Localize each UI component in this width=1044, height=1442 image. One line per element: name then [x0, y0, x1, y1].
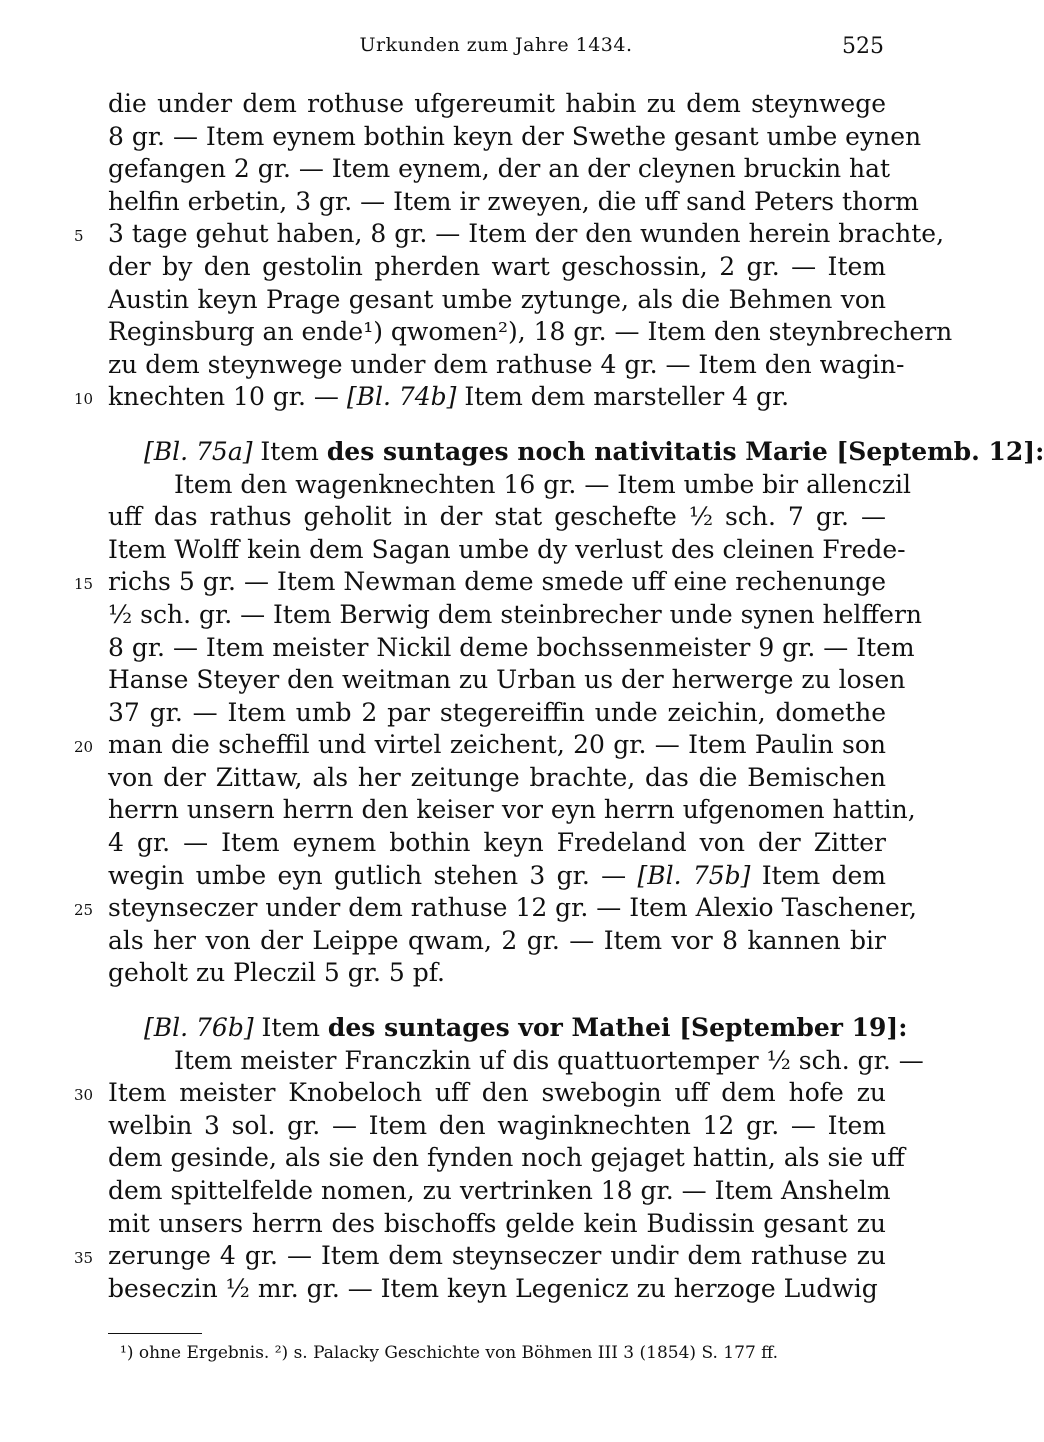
text-line: Hanse Steyer den weitman zu Urban us der herwerge zu losen [108, 665, 906, 695]
line-number: 25 [74, 901, 94, 920]
text-line: Item Wolff kein dem Sagan umbe dy verlust des cleinen Frede- [108, 534, 906, 564]
text-line: 30 Item meister Knobeloch uff den swebogin uff dem hofe zu [108, 1077, 886, 1110]
text-line: mit unsers herrn des bischoffs gelde kein Budissin gesant zu [108, 1208, 886, 1238]
folio-marker: [Bl. 75a] [144, 436, 253, 466]
document-body [74, 88, 1044, 1305]
text-line: geholt zu Pleczil 5 gr. 5 pf. [108, 958, 445, 988]
text-line: 25 steynseczer under dem rathuse 12 gr. — Item Alexio Taschener, [108, 892, 886, 925]
footnotes: ¹) ohne Ergebnis. ²) s. Palacky Geschichte von Böhmen III 3 (1854) S. 177 ff. [120, 1343, 779, 1363]
text-line: dem spittelfelde nomen, zu vertrinken 18 gr. — Item Anshelm [108, 1176, 891, 1205]
text-line: 8 gr. — Item meister Nickil deme bochssenmeister 9 gr. — Item [108, 632, 915, 662]
text-line: herrn unsern herrn den keiser vor eyn herrn ufgenomen hattin, [108, 795, 916, 825]
text-line: 4 gr. — Item eynem bothin keyn Fredeland von der Zitter [108, 828, 886, 858]
folio-marker: [Bl. 74b] [346, 382, 457, 412]
text-line: Item meister Franczkin uf dis quattuortemper ½ sch. gr. — [174, 1045, 924, 1075]
heading-item: Item [252, 436, 327, 466]
line-number: 20 [74, 738, 94, 757]
text-line: 5 3 tage gehut haben, 8 gr. — Item der den wunden herein brachte, [108, 218, 886, 251]
text-line: von der Zittaw, als her zeitunge brachte, das die Bemischen [108, 762, 886, 792]
text-line: dem gesinde, als sie den fynden noch gejaget hattin, als sie uff [108, 1143, 905, 1173]
line-number: 35 [74, 1249, 94, 1268]
section-heading [108, 1012, 908, 1045]
text-line: 20 man die scheffil und virtel zeichent, 20 gr. — Item Paulin son [108, 729, 886, 762]
text-line: beseczin ½ mr. gr. — Item keyn Legenicz zu herzoge Ludwig [108, 1273, 878, 1303]
line-number: 15 [74, 575, 94, 594]
page-header [108, 34, 884, 64]
text-line: 10 knechten 10 gr. — [Bl. 74b] Item dem marsteller 4 gr. [108, 381, 886, 414]
folio-marker: [Bl. 76b] [144, 1013, 254, 1043]
text-line: die under dem rothuse ufgereumit habin zu dem steynwege [108, 89, 886, 118]
folio-marker: [Bl. 75b] [637, 860, 751, 890]
text-line: uff das rathus geholit in der stat geschefte ½ sch. 7 gr. — [108, 502, 886, 532]
heading-title: des suntages vor Mathei [September 19]: [327, 1013, 908, 1043]
running-head: Urkunden zum Jahre 1434. [359, 34, 633, 56]
text-line: ½ sch. gr. — Item Berwig dem steinbrecher unde synen helffern [108, 599, 922, 629]
text-line: zu dem steynwege under dem rathuse 4 gr. — Item den wagin- [108, 349, 905, 379]
text-line: 35 zerunge 4 gr. — Item dem steynseczer undir dem rathuse zu [108, 1240, 886, 1273]
text-line: gefangen 2 gr. — Item eynem, der an der cleynen bruckin hat [108, 154, 891, 184]
heading-item: Item [253, 1013, 328, 1043]
line-number: 5 [74, 227, 84, 246]
line-number: 30 [74, 1086, 94, 1105]
text-line: als her von der Leippe qwam, 2 gr. — Item vor 8 kannen bir [108, 925, 886, 955]
heading-title: des suntages noch nativitatis Marie [Septemb. 12]: [326, 436, 1044, 466]
text-line: der by den gestolin pherden wart geschossin, 2 gr. — Item [108, 251, 886, 281]
text-line: Austin keyn Prage gesant umbe zytunge, als die Behmen von [108, 284, 886, 314]
text-line: wegin umbe eyn gutlich stehen 3 gr. — [Bl. 75b] Item dem [108, 860, 887, 890]
text-line: 15 richs 5 gr. — Item Newman deme smede uff eine rechenunge [108, 566, 886, 599]
text-line: Item den wagenknechten 16 gr. — Item umbe bir allenczil [174, 469, 912, 499]
text-line: 37 gr. — Item umb 2 par stegereiffin unde zeichin, domethe [108, 697, 886, 727]
line-number: 10 [74, 390, 94, 409]
paragraph-gap [108, 414, 886, 436]
section-heading [108, 436, 1044, 469]
text-line: 8 gr. — Item eynem bothin keyn der Swethe gesant umbe eynen [108, 121, 922, 151]
text-line: Reginsburg an ende¹) qwomen²), 18 gr. — Item den steynbrechern [108, 317, 953, 347]
text-line: welbin 3 sol. gr. — Item den waginknechten 12 gr. — Item [108, 1110, 886, 1140]
footnote-separator [108, 1333, 202, 1334]
page-number: 525 [842, 34, 884, 59]
text-line: helfin erbetin, 3 gr. — Item ir zweyen, die uff sand Peters thorm [108, 186, 919, 216]
paragraph-gap [108, 990, 886, 1012]
